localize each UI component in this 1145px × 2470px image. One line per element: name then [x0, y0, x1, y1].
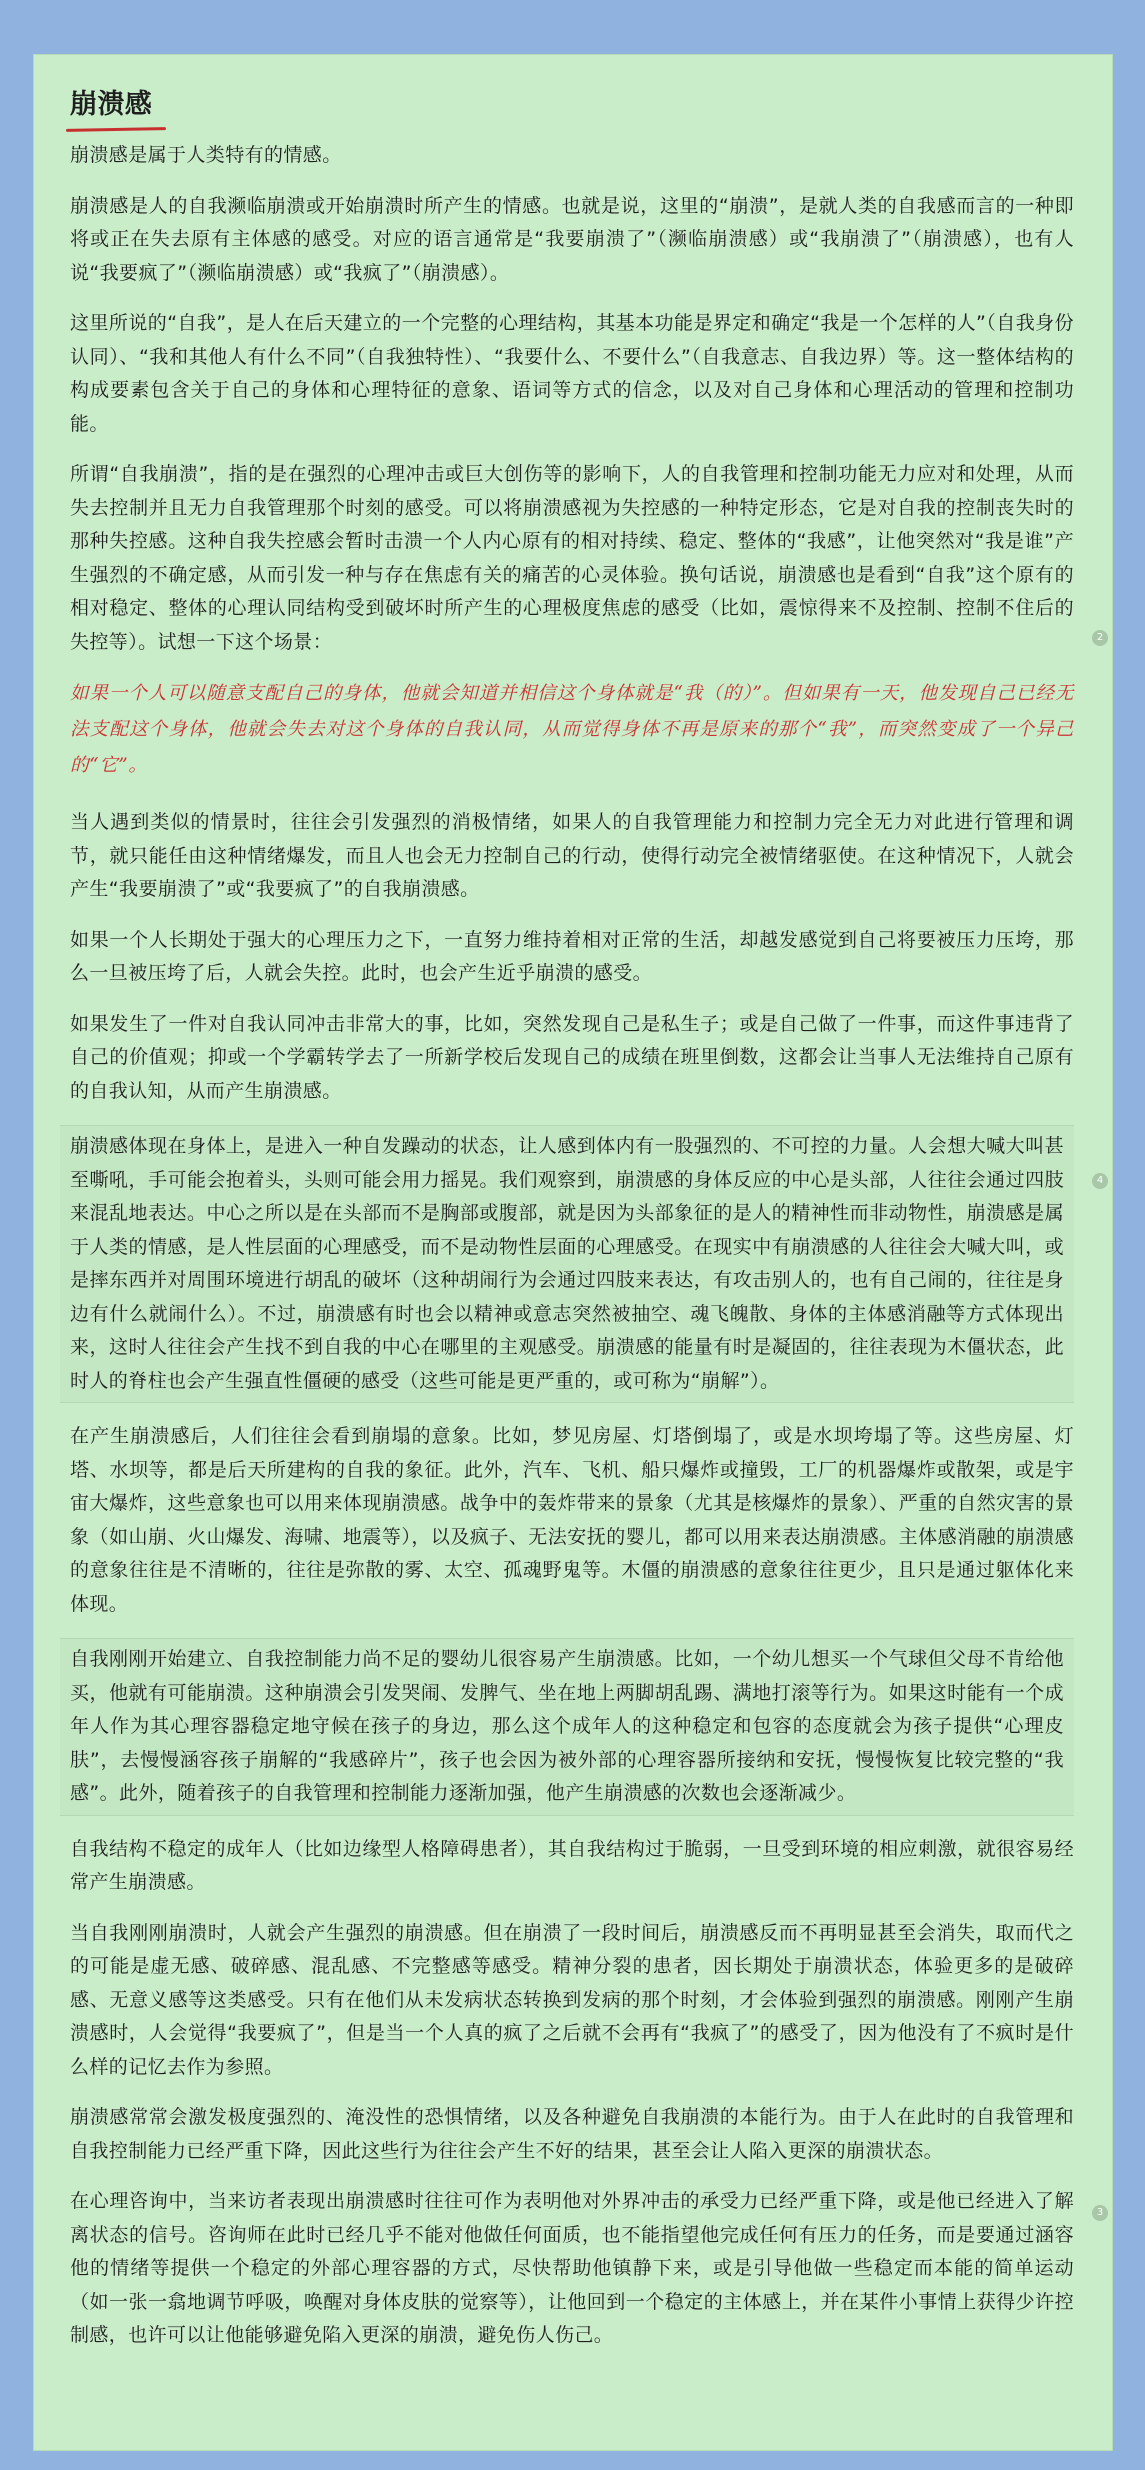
- page-marker: 2: [1092, 630, 1108, 646]
- paragraph-7: 如果发生了一件对自我认同冲击非常大的事，比如，突然发现自己是私生子；或是自己做了一件事，而这件事违背了自己的价值观；抑或一个学霸转学去了一所新学校后发现自己的成绩在班里倒数，这都会让当事人无法维持自己原有的自我认知，从而产生崩溃感。: [70, 1012, 1074, 1102]
- paragraph-6: 如果一个人长期处于强大的心理压力之下，一直努力维持着相对正常的生活，却越发感觉到自己将要被压力压垮，那么一旦被压垮了后，人就会失控。此时，也会产生近乎崩溃的感受。: [70, 928, 1074, 984]
- paragraph-12: 当自我刚刚崩溃时，人就会产生强烈的崩溃感。但在崩溃了一段时间后，崩溃感反而不再明显甚至会消失，取而代之的可能是虚无感、破碎感、混乱感、不完整感等感受。精神分裂的患者，因长期处于崩溃状态，体验更多的是破碎感、无意义感等这类感受。只有在他们从未发病状态转换到发病的那个时刻，才会体验到强烈的崩溃感。刚刚产生崩溃感时，人会觉得“我要疯了”，但是当一个人真的疯了之后就不会再有“我疯了”的感受了，因为他没有了不疯时是什么样的记忆去作为参照。: [70, 1921, 1074, 2078]
- paragraph-1: 崩溃感是属于人类特有的情感。: [70, 144, 342, 166]
- paragraph-4: 所谓“自我崩溃”，指的是在强烈的心理冲击或巨大创伤等的影响下，人的自我管理和控制功能无力应对和处理，从而失去控制并且无力自我管理那个时刻的感受。可以将崩溃感视为失控感的一种特定形态，它是对自我的控制丧失时的那种失控感。这种自我失控感会暂时击溃一个人内心原有的相对持续、稳定、整体的“我感”，让他突然对“我是谁”产生强烈的不确定感，从而引发一种与存在焦虑有关的痛苦的心灵体验。换句话说，崩溃感也是看到“自我”这个原有的相对稳定、整体的心理认同结构受到破坏时所产生的心理极度焦虑的感受（比如，震惊得来不及控制、控制不住后的失控等）。试想一下这个场景：: [70, 463, 1074, 653]
- paragraph-14: 在心理咨询中，当来访者表现出崩溃感时往往可作为表明他对外界冲击的承受力已经严重下降，或是他已经进入了解离状态的信号。咨询师在此时已经几乎不能对他做任何面质，也不能指望他完成任何有压力的任务，而是要通过涵容他的情绪等提供一个稳定的外部心理容器的方式，尽快帮助他镇静下来，或是引导他做一些稳定而本能的简单运动（如一张一翕地调节呼吸，唤醒对身体皮肤的觉察等），让他回到一个稳定的主体感上，并在某件小事情上获得少许控制感，也许可以让他能够避免陷入更深的崩溃，避免伤人伤己。: [70, 2190, 1074, 2346]
- paragraph-5: 当人遇到类似的情景时，往往会引发强烈的消极情绪，如果人的自我管理能力和控制力完全无力对此进行管理和调节，就只能任由这种情绪爆发，而且人也会无力控制自己的行动，使得行动完全被情绪驱使。在这种情况下，人就会产生“我要崩溃了”或“我要疯了”的自我崩溃感。: [70, 811, 1074, 900]
- document-page: [34, 55, 1112, 2450]
- paragraph-11: 自我结构不稳定的成年人（比如边缘型人格障碍患者），其自我结构过于脆弱，一旦受到环境的相应刺激，就很容易经常产生崩溃感。: [70, 1837, 1074, 1893]
- paragraph-8: 崩溃感体现在身体上，是进入一种自发躁动的状态，让人感到体内有一股强烈的、不可控的力量。人会想大喊大叫甚至嘶吼，手可能会抱着头，头则可能会用力摇晃。我们观察到，崩溃感的身体反应的中心是头部，人往往会通过四肢来混乱地表达。中心之所以是在头部而不是胸部或腹部，就是因为头部象征的是人的精神性而非动物性，崩溃感是属于人类的情感，是人性层面的心理感受，而不是动物性层面的心理感受。在现实中有崩溃感的人往往会大喊大叫，或是摔东西并对周围环境进行胡乱的破坏（这种胡闹行为会通过四肢来表达，有攻击别人的，也有自己闹的，往往是身边有什么就闹什么）。不过，崩溃感有时也会以精神或意志突然被抽空、魂飞魄散、身体的主体感消融等方式体现出来，这时人往往会产生找不到自我的中心在哪里的主观感受。崩溃感的能量有时是凝固的，往往表现为木僵状态，此时人的脊柱也会产生强直性僵硬的感受（这些可能是更严重的，或可称为“崩解”）。: [70, 1135, 1064, 1392]
- body-symptoms-block: [60, 1125, 1074, 1403]
- article-body: [70, 85, 1074, 2370]
- paragraph-3: 这里所说的“自我”，是人在后天建立的一个完整的心理结构，其基本功能是界定和确定“我是一个怎样的人”（自我身份认同）、“我和其他人有什么不同”（自我独特性）、“我要什么、不要什么”（自我意志、自我边界）等。这一整体结构的构成要素包含关于自己的身体和心理特征的意象、语词等方式的信念，以及对自己身体和心理活动的管理和控制功能。: [70, 312, 1074, 435]
- paragraph-2: 崩溃感是人的自我濒临崩溃或开始崩溃时所产生的情感。也就是说，这里的“崩溃”，是就人类的自我感而言的一种即将或正在失去原有主体感的感受。对应的语言通常是“我要崩溃了”（濒临崩溃感）或“我崩溃了”（崩溃感），也有人说“我要疯了”（濒临崩溃感）或“我疯了”（崩溃感）。: [70, 194, 1074, 284]
- page-marker: 4: [1092, 1173, 1108, 1189]
- paragraph-10: 自我刚刚开始建立、自我控制能力尚不足的婴幼儿很容易产生崩溃感。比如，一个幼儿想买一个气球但父母不肯给他买，他就有可能崩溃。这种崩溃会引发哭闹、发脾气、坐在地上两脚胡乱踢、满地打滚等行为。如果这时能有一个成年人作为其心理容器稳定地守候在孩子的身边，那么这个成年人的这种稳定和包容的态度就会为孩子提供“心理皮肤”，去慢慢涵容孩子崩解的“我感碎片”，孩子也会因为被外部的心理容器所接纳和安抚，慢慢恢复比较完整的“我感”。此外，随着孩子的自我管理和控制能力逐渐加强，他产生崩溃感的次数也会逐渐减少。: [70, 1648, 1064, 1804]
- page-marker: 3: [1092, 2205, 1108, 2221]
- paragraph-9: 在产生崩溃感后，人们往往会看到崩塌的意象。比如，梦见房屋、灯塔倒塌了，或是水坝垮塌了等。这些房屋、灯塔、水坝等，都是后天所建构的自我的象征。此外，汽车、飞机、船只爆炸或撞毁，工厂的机器爆炸或散架，或是宇宙大爆炸，这些意象也可以用来体现崩溃感。战争中的轰炸带来的景象（尤其是核爆炸的景象）、严重的自然灾害的景象（如山崩、火山爆发、海啸、地震等），以及疯子、无法安抚的婴儿，都可以用来表达崩溃感。主体感消融的崩溃感的意象往往是不清晰的，往往是弥散的雾、太空、孤魂野鬼等。木僵的崩溃感的意象往往更少，且只是通过躯体化来体现。: [70, 1425, 1074, 1615]
- page-title: 崩溃感: [70, 85, 152, 125]
- paragraph-13: 崩溃感常常会激发极度强烈的、淹没性的恐惧情绪，以及各种避免自我崩溃的本能行为。由于人在此时的自我管理和自我控制能力已经严重下降，因此这些行为往往会产生不好的结果，甚至会让人陷入更深的崩溃状态。: [70, 2106, 1074, 2162]
- handwritten-quote: 如果一个人可以随意支配自己的身体，他就会知道并相信这个身体就是“我（的）”。但如果有一天，他发现自己已经无法支配这个身体，他就会失去对这个身体的自我认同，从而觉得身体不再是原来的那个“我”，而突然变成了一个异己的“它”。: [70, 683, 1074, 776]
- infant-block: [60, 1638, 1074, 1816]
